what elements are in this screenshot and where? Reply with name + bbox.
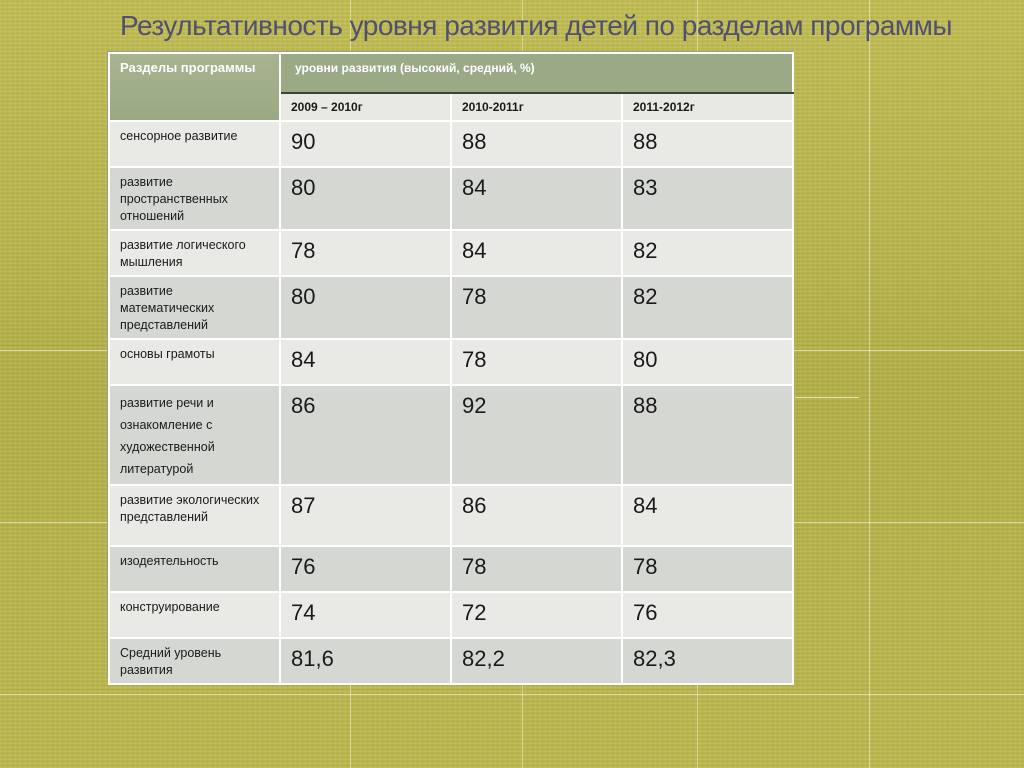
- header-year: 2009 – 2010г: [280, 93, 451, 121]
- value-cell: 88: [622, 385, 793, 485]
- value-cell: 80: [280, 276, 451, 339]
- value-cell: 78: [622, 546, 793, 592]
- row-label: развитие речи и ознакомление с художественной литературой: [109, 385, 280, 485]
- value-cell: 87: [280, 485, 451, 546]
- row-label: развитие пространственных отношений: [109, 167, 280, 230]
- table-row: [109, 339, 793, 385]
- table-row: [109, 592, 793, 638]
- value-cell: 90: [280, 121, 451, 167]
- value-cell: 84: [451, 167, 622, 230]
- value-cell: 84: [280, 339, 451, 385]
- value-cell: 74: [280, 592, 451, 638]
- header-levels: уровни развития (высокий, средний, %): [280, 53, 793, 93]
- value-cell: 78: [451, 339, 622, 385]
- row-label: Средний уровень развития: [109, 638, 280, 684]
- table-row: [109, 230, 793, 276]
- value-cell: 83: [622, 167, 793, 230]
- table-row: [109, 485, 793, 546]
- table-row: [109, 385, 793, 485]
- background-grid-line: [0, 694, 1024, 695]
- row-label: развитие экологических представлений: [109, 485, 280, 546]
- value-cell: 76: [280, 546, 451, 592]
- value-cell: 80: [622, 339, 793, 385]
- background-grid-line: [869, 0, 870, 768]
- value-cell: 78: [280, 230, 451, 276]
- row-label: конструирование: [109, 592, 280, 638]
- table-row: [109, 276, 793, 339]
- value-cell: 76: [622, 592, 793, 638]
- value-cell: 82: [622, 230, 793, 276]
- value-cell: 82: [622, 276, 793, 339]
- row-label: развитие математических представлений: [109, 276, 280, 339]
- header-year: 2010-2011г: [451, 93, 622, 121]
- value-cell: 84: [622, 485, 793, 546]
- row-label: изодеятельность: [109, 546, 280, 592]
- row-label: основы грамоты: [109, 339, 280, 385]
- results-table: [108, 52, 792, 677]
- table-row: [109, 121, 793, 167]
- table-row: [109, 638, 793, 684]
- value-cell: 88: [622, 121, 793, 167]
- value-cell: 72: [451, 592, 622, 638]
- value-cell: 82,3: [622, 638, 793, 684]
- row-label: развитие логического мышления: [109, 230, 280, 276]
- value-cell: 86: [451, 485, 622, 546]
- value-cell: 78: [451, 546, 622, 592]
- value-cell: 84: [451, 230, 622, 276]
- value-cell: 81,6: [280, 638, 451, 684]
- value-cell: 92: [451, 385, 622, 485]
- value-cell: 78: [451, 276, 622, 339]
- value-cell: 88: [451, 121, 622, 167]
- header-sections: Разделы программы: [109, 53, 280, 121]
- decorative-line: [795, 397, 859, 398]
- page-title: Результативность уровня развития детей по разделам программы: [120, 10, 953, 41]
- value-cell: 80: [280, 167, 451, 230]
- value-cell: 86: [280, 385, 451, 485]
- row-label: сенсорное развитие: [109, 121, 280, 167]
- table-row: [109, 546, 793, 592]
- table-row: [109, 167, 793, 230]
- value-cell: 82,2: [451, 638, 622, 684]
- header-year: 2011-2012г: [622, 93, 793, 121]
